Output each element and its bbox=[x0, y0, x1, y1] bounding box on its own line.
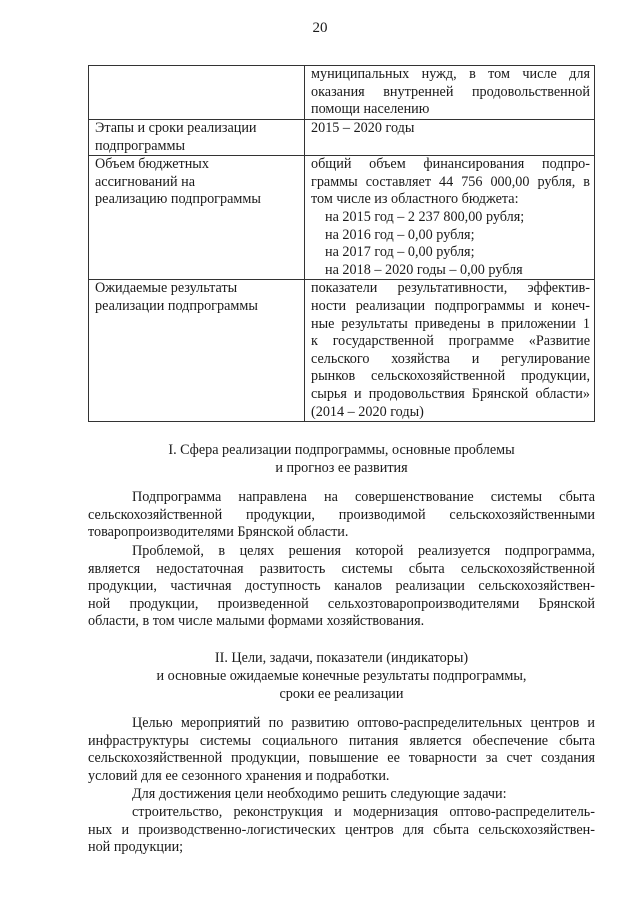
text-line: Объем бюджетных bbox=[95, 156, 209, 173]
text-line: является недостаточная развитость системы сбыта сельскохозяйственной bbox=[88, 560, 595, 577]
text-line: на 2017 год – 0,00 рубля; bbox=[325, 244, 475, 261]
text-line: реализацию подпрограммы bbox=[95, 191, 261, 208]
section-2-paragraph-3 bbox=[88, 804, 595, 857]
table-row bbox=[89, 66, 595, 120]
text-line: граммы составляет 44 756 000,00 рубля, в bbox=[311, 173, 590, 190]
text-line: строительство, реконструкция и модернизация оптово-распределитель- bbox=[132, 804, 595, 820]
text-line: условий для ее сезонного хранения и подработки. bbox=[88, 767, 390, 784]
section-1-heading bbox=[88, 441, 595, 477]
text-line: общий объем финансирования подпро- bbox=[311, 156, 590, 173]
heading-line: I. Сфера реализации подпрограммы, основные проблемы bbox=[168, 442, 515, 458]
section-1-paragraph-2 bbox=[88, 543, 595, 631]
table-cell-right bbox=[305, 120, 595, 156]
text-line: Ожидаемые результаты bbox=[95, 280, 238, 297]
table-row bbox=[89, 280, 595, 422]
table-cell-left bbox=[89, 280, 305, 422]
text-line: Целью мероприятий по развитию оптово-распределительных центров и bbox=[132, 715, 595, 731]
text-line: оказания внутренней продовольственной bbox=[311, 83, 590, 100]
text-line: на 2015 год – 2 237 800,00 рубля; bbox=[325, 208, 525, 225]
text-line: ные результаты приведены в приложении 1 bbox=[311, 315, 590, 332]
text-line: реализации подпрограммы bbox=[95, 297, 258, 314]
section-2-paragraph-2 bbox=[88, 786, 595, 804]
text-line: Проблемой, в целях решения которой реализуется подпрограмма, bbox=[132, 543, 595, 559]
text-line: сельского хозяйства и регулирование bbox=[311, 350, 590, 367]
text-line: области, в том числе малыми формами хозяйствования. bbox=[88, 613, 425, 629]
table-cell-right bbox=[305, 156, 595, 280]
table-row bbox=[89, 120, 595, 156]
text-line: том числе из областного бюджета: bbox=[311, 191, 519, 208]
heading-line: II. Цели, задачи, показатели (индикаторы) bbox=[214, 650, 469, 666]
text-line: 2015 – 2020 годы bbox=[311, 120, 415, 136]
heading-line: и основные ожидаемые конечные результаты подпрограммы, bbox=[156, 668, 527, 684]
text-line: подпрограммы bbox=[95, 137, 185, 154]
section-2-paragraph-1 bbox=[88, 715, 595, 785]
table-cell-left bbox=[89, 156, 305, 280]
text-line: ности реализации подпрограммы и конеч- bbox=[311, 297, 590, 314]
text-line: рынков сельскохозяйственной продукции, bbox=[311, 368, 590, 385]
text-line: Для достижения цели необходимо решить следующие задачи: bbox=[132, 786, 507, 802]
page-number: 20 bbox=[312, 20, 328, 36]
text-line: помощи населению bbox=[311, 101, 430, 118]
text-line: на 2016 год – 0,00 рубля; bbox=[325, 226, 475, 243]
text-line: Этапы и сроки реализации bbox=[95, 120, 257, 136]
section-1-paragraph-1 bbox=[88, 489, 595, 542]
text-line: (2014 – 2020 годы) bbox=[311, 403, 424, 420]
text-line: ной продукции; bbox=[88, 839, 184, 855]
table-cell-right bbox=[305, 280, 595, 422]
text-line: на 2018 – 2020 годы – 0,00 рубля bbox=[325, 261, 523, 278]
section-2-heading bbox=[88, 649, 595, 703]
heading-line: и прогноз ее развития bbox=[275, 460, 408, 476]
text-line: продукции, частичная доступность каналов реализации сельскохозяйствен- bbox=[88, 578, 595, 594]
text-line: сельскохозяйственной продукции, повышение ее товарности за счет создания bbox=[88, 750, 595, 766]
text-line: сельскохозяйственной продукции, производимой сельскохозяйственными bbox=[88, 506, 595, 523]
subprogram-passport-table bbox=[88, 65, 595, 422]
text-line: муниципальных нужд, в том числе для bbox=[311, 66, 590, 82]
text-line: Подпрограмма направлена на совершенствование системы сбыта bbox=[132, 489, 595, 505]
text-line: ной продукции, произведенной сельхозтоваропроизводителями Брянской bbox=[88, 595, 595, 612]
text-line: к государственной программе «Развитие bbox=[311, 333, 590, 350]
table-cell-left bbox=[89, 66, 305, 120]
text-line: инфраструктуры системы социального питания является обеспечение сбыта bbox=[88, 732, 595, 749]
heading-line: сроки ее реализации bbox=[279, 686, 404, 702]
text-line: сырья и продовольствия Брянской области» bbox=[311, 385, 590, 402]
text-line: товаропроизводителями Брянской области. bbox=[88, 524, 349, 540]
table-cell-right bbox=[305, 66, 595, 120]
text-line: показатели результативности, эффектив- bbox=[311, 280, 590, 297]
text-line: ассигнований на bbox=[95, 173, 196, 190]
table-row bbox=[89, 156, 595, 280]
text-line: ных и производственно-логистических центров для сбыта сельскохозяйствен- bbox=[88, 821, 595, 838]
table-cell-left bbox=[89, 120, 305, 156]
